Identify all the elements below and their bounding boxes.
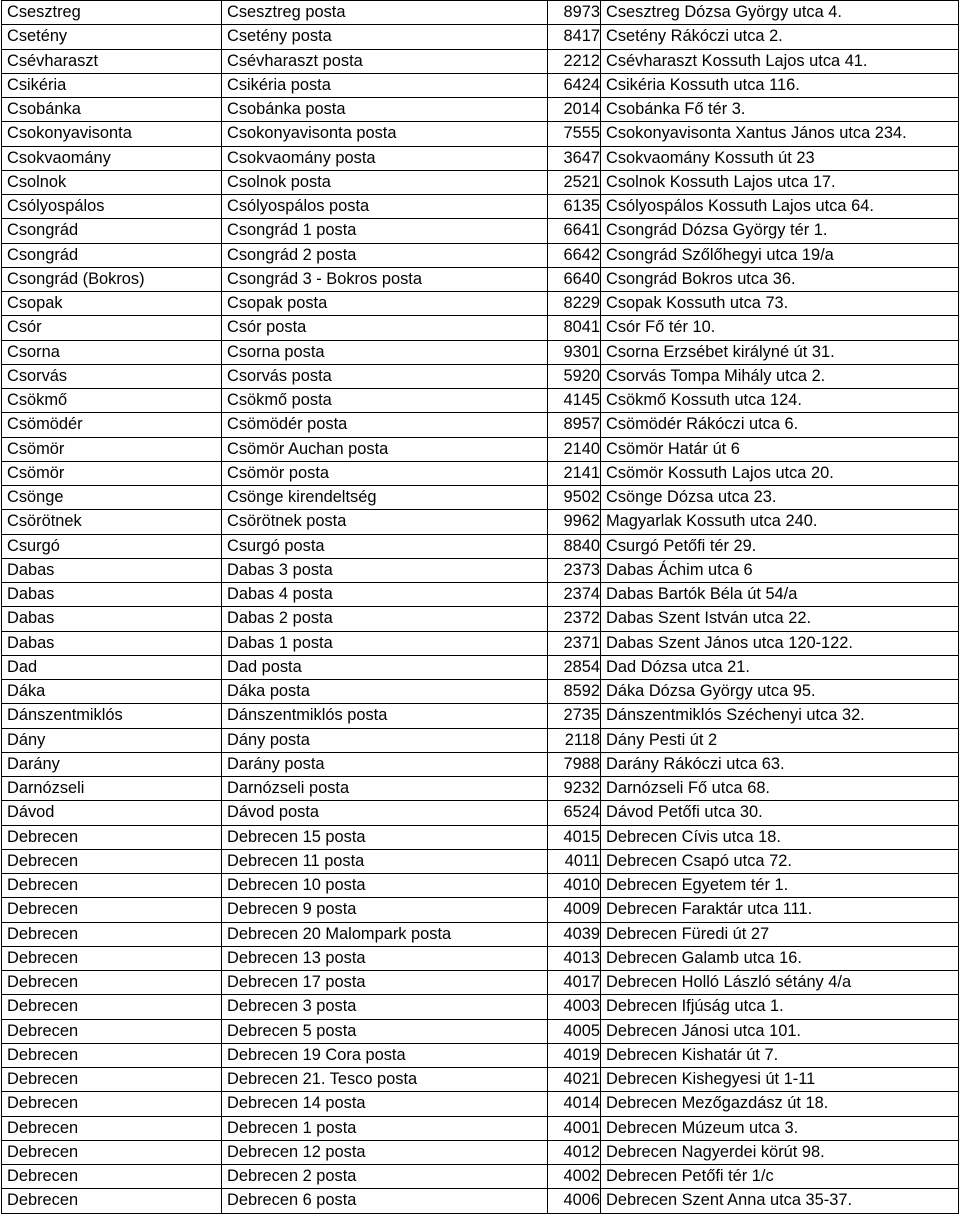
postal-code-cell: 8041 <box>548 316 601 340</box>
postal-code-cell: 2141 <box>548 461 601 485</box>
postal-code-cell: 6642 <box>548 243 601 267</box>
table-row <box>2 946 959 970</box>
post-office-name-cell: Csopak posta <box>222 292 548 316</box>
address-cell: Debrecen Füredi út 27 <box>601 922 959 946</box>
postal-code-cell: 4145 <box>548 389 601 413</box>
postal-code-cell: 8592 <box>548 680 601 704</box>
town-cell: Debrecen <box>2 1019 222 1043</box>
table-row <box>2 922 959 946</box>
table-row <box>2 583 959 607</box>
town-cell: Csorvás <box>2 364 222 388</box>
table-row <box>2 1140 959 1164</box>
postal-code-cell: 4019 <box>548 1043 601 1067</box>
postal-code-cell: 2140 <box>548 437 601 461</box>
address-cell: Dabas Szent István utca 22. <box>601 607 959 631</box>
address-cell: Debrecen Holló László sétány 4/a <box>601 971 959 995</box>
address-cell: Csongrád Szőlőhegyi utca 19/a <box>601 243 959 267</box>
town-cell: Csikéria <box>2 73 222 97</box>
town-cell: Csetény <box>2 25 222 49</box>
town-cell: Darány <box>2 752 222 776</box>
table-row <box>2 486 959 510</box>
table-body <box>2 1 959 1214</box>
postal-code-cell: 4010 <box>548 874 601 898</box>
address-cell: Csongrád Bokros utca 36. <box>601 267 959 291</box>
table-row <box>2 292 959 316</box>
postal-code-cell: 2854 <box>548 655 601 679</box>
post-office-name-cell: Dáka posta <box>222 680 548 704</box>
postal-code-cell: 4013 <box>548 946 601 970</box>
address-cell: Csór Fő tér 10. <box>601 316 959 340</box>
town-cell: Dabas <box>2 558 222 582</box>
table-row <box>2 98 959 122</box>
table-row <box>2 364 959 388</box>
post-office-table <box>1 0 959 1214</box>
postal-code-cell: 4002 <box>548 1165 601 1189</box>
post-office-name-cell: Csongrád 2 posta <box>222 243 548 267</box>
table-row <box>2 777 959 801</box>
table-row <box>2 728 959 752</box>
postal-code-cell: 7988 <box>548 752 601 776</box>
table-row <box>2 413 959 437</box>
postal-code-cell: 4012 <box>548 1140 601 1164</box>
post-office-name-cell: Debrecen 2 posta <box>222 1165 548 1189</box>
table-row <box>2 146 959 170</box>
postal-code-cell: 6135 <box>548 195 601 219</box>
town-cell: Csongrád <box>2 243 222 267</box>
table-row <box>2 1092 959 1116</box>
post-office-name-cell: Dabas 4 posta <box>222 583 548 607</box>
address-cell: Csobánka Fő tér 3. <box>601 98 959 122</box>
postal-code-cell: 4021 <box>548 1068 601 1092</box>
address-cell: Csopak Kossuth utca 73. <box>601 292 959 316</box>
address-cell: Dad Dózsa utca 21. <box>601 655 959 679</box>
postal-code-cell: 2374 <box>548 583 601 607</box>
town-cell: Debrecen <box>2 1092 222 1116</box>
town-cell: Debrecen <box>2 971 222 995</box>
address-cell: Csikéria Kossuth utca 116. <box>601 73 959 97</box>
town-cell: Csévharaszt <box>2 49 222 73</box>
address-cell: Debrecen Nagyerdei körút 98. <box>601 1140 959 1164</box>
table-row <box>2 170 959 194</box>
post-office-name-cell: Dabas 3 posta <box>222 558 548 582</box>
town-cell: Csömödér <box>2 413 222 437</box>
town-cell: Debrecen <box>2 898 222 922</box>
table-row <box>2 680 959 704</box>
postal-code-cell: 8973 <box>548 1 601 25</box>
post-office-name-cell: Darnózseli posta <box>222 777 548 801</box>
postal-code-cell: 2014 <box>548 98 601 122</box>
address-cell: Csokonyavisonta Xantus János utca 234. <box>601 122 959 146</box>
table-row <box>2 849 959 873</box>
table-row <box>2 73 959 97</box>
address-cell: Csömör Kossuth Lajos utca 20. <box>601 461 959 485</box>
town-cell: Csönge <box>2 486 222 510</box>
address-cell: Csökmő Kossuth utca 124. <box>601 389 959 413</box>
postal-code-cell: 6640 <box>548 267 601 291</box>
address-cell: Dánszentmiklós Széchenyi utca 32. <box>601 704 959 728</box>
address-cell: Csorna Erzsébet királyné út 31. <box>601 340 959 364</box>
table-row <box>2 801 959 825</box>
town-cell: Debrecen <box>2 849 222 873</box>
address-cell: Debrecen Cívis utca 18. <box>601 825 959 849</box>
post-office-name-cell: Csolnok posta <box>222 170 548 194</box>
address-cell: Magyarlak Kossuth utca 240. <box>601 510 959 534</box>
post-office-name-cell: Csongrád 1 posta <box>222 219 548 243</box>
post-office-name-cell: Debrecen 13 posta <box>222 946 548 970</box>
address-cell: Dány Pesti út 2 <box>601 728 959 752</box>
post-office-name-cell: Debrecen 11 posta <box>222 849 548 873</box>
town-cell: Csór <box>2 316 222 340</box>
table-row <box>2 1043 959 1067</box>
town-cell: Debrecen <box>2 1165 222 1189</box>
town-cell: Dabas <box>2 631 222 655</box>
table-row <box>2 122 959 146</box>
post-office-name-cell: Csömör posta <box>222 461 548 485</box>
postal-code-cell: 4003 <box>548 995 601 1019</box>
address-cell: Debrecen Ifjúság utca 1. <box>601 995 959 1019</box>
postal-code-cell: 9962 <box>548 510 601 534</box>
table-row <box>2 1 959 25</box>
town-cell: Csömör <box>2 437 222 461</box>
table-row <box>2 1068 959 1092</box>
table-row <box>2 558 959 582</box>
address-cell: Csongrád Dózsa György tér 1. <box>601 219 959 243</box>
post-office-name-cell: Csokonyavisonta posta <box>222 122 548 146</box>
post-office-name-cell: Debrecen 10 posta <box>222 874 548 898</box>
postal-code-cell: 9232 <box>548 777 601 801</box>
postal-code-cell: 6641 <box>548 219 601 243</box>
table-row <box>2 995 959 1019</box>
postal-code-cell: 4006 <box>548 1189 601 1213</box>
post-office-name-cell: Darány posta <box>222 752 548 776</box>
post-office-name-cell: Dabas 1 posta <box>222 631 548 655</box>
postal-code-cell: 6524 <box>548 801 601 825</box>
address-cell: Csesztreg Dózsa György utca 4. <box>601 1 959 25</box>
post-office-name-cell: Csömör Auchan posta <box>222 437 548 461</box>
postal-code-cell: 2373 <box>548 558 601 582</box>
post-office-name-cell: Dávod posta <box>222 801 548 825</box>
postal-code-cell: 2735 <box>548 704 601 728</box>
post-office-name-cell: Csobánka posta <box>222 98 548 122</box>
postal-code-cell: 8417 <box>548 25 601 49</box>
address-cell: Debrecen Faraktár utca 111. <box>601 898 959 922</box>
town-cell: Debrecen <box>2 1043 222 1067</box>
postal-code-cell: 2371 <box>548 631 601 655</box>
address-cell: Csömör Határ út 6 <box>601 437 959 461</box>
post-office-name-cell: Csorvás posta <box>222 364 548 388</box>
post-office-name-cell: Debrecen 20 Malompark posta <box>222 922 548 946</box>
town-cell: Csólyospálos <box>2 195 222 219</box>
post-office-name-cell: Csetény posta <box>222 25 548 49</box>
post-office-name-cell: Csesztreg posta <box>222 1 548 25</box>
town-cell: Csurgó <box>2 534 222 558</box>
post-office-name-cell: Debrecen 6 posta <box>222 1189 548 1213</box>
postal-code-cell: 4011 <box>548 849 601 873</box>
postal-code-cell: 4015 <box>548 825 601 849</box>
table-row <box>2 49 959 73</box>
address-cell: Dabas Bartók Béla út 54/a <box>601 583 959 607</box>
postal-code-cell: 4017 <box>548 971 601 995</box>
postal-code-cell: 4001 <box>548 1116 601 1140</box>
address-cell: Dávod Petőfi utca 30. <box>601 801 959 825</box>
post-office-name-cell: Dad posta <box>222 655 548 679</box>
address-cell: Debrecen Múzeum utca 3. <box>601 1116 959 1140</box>
address-cell: Debrecen Petőfi tér 1/c <box>601 1165 959 1189</box>
table-row <box>2 267 959 291</box>
postal-code-cell: 2118 <box>548 728 601 752</box>
table-row <box>2 1165 959 1189</box>
address-cell: Debrecen Kishegyesi út 1-11 <box>601 1068 959 1092</box>
post-office-name-cell: Dánszentmiklós posta <box>222 704 548 728</box>
post-office-name-cell: Csorna posta <box>222 340 548 364</box>
town-cell: Dad <box>2 655 222 679</box>
town-cell: Csömör <box>2 461 222 485</box>
postal-code-cell: 4005 <box>548 1019 601 1043</box>
town-cell: Csokonyavisonta <box>2 122 222 146</box>
town-cell: Debrecen <box>2 874 222 898</box>
post-office-name-cell: Debrecen 19 Cora posta <box>222 1043 548 1067</box>
town-cell: Csesztreg <box>2 1 222 25</box>
post-office-name-cell: Debrecen 12 posta <box>222 1140 548 1164</box>
address-cell: Debrecen Kishatár út 7. <box>601 1043 959 1067</box>
town-cell: Debrecen <box>2 946 222 970</box>
address-cell: Csömödér Rákóczi utca 6. <box>601 413 959 437</box>
post-office-name-cell: Csévharaszt posta <box>222 49 548 73</box>
postal-code-cell: 4009 <box>548 898 601 922</box>
table-row <box>2 219 959 243</box>
town-cell: Debrecen <box>2 995 222 1019</box>
address-cell: Debrecen Egyetem tér 1. <box>601 874 959 898</box>
town-cell: Dávod <box>2 801 222 825</box>
address-cell: Csolnok Kossuth Lajos utca 17. <box>601 170 959 194</box>
post-office-name-cell: Csörötnek posta <box>222 510 548 534</box>
post-office-name-cell: Debrecen 14 posta <box>222 1092 548 1116</box>
address-cell: Dáka Dózsa György utca 95. <box>601 680 959 704</box>
postal-code-cell: 2372 <box>548 607 601 631</box>
postal-code-cell: 4014 <box>548 1092 601 1116</box>
town-cell: Dabas <box>2 583 222 607</box>
table-row <box>2 534 959 558</box>
postal-code-cell: 2521 <box>548 170 601 194</box>
address-cell: Debrecen Galamb utca 16. <box>601 946 959 970</box>
postal-code-cell: 8229 <box>548 292 601 316</box>
post-office-name-cell: Csönge kirendeltség <box>222 486 548 510</box>
town-cell: Debrecen <box>2 1189 222 1213</box>
address-cell: Csurgó Petőfi tér 29. <box>601 534 959 558</box>
post-office-name-cell: Debrecen 3 posta <box>222 995 548 1019</box>
post-office-name-cell: Csór posta <box>222 316 548 340</box>
table-row <box>2 25 959 49</box>
postal-code-cell: 4039 <box>548 922 601 946</box>
town-cell: Darnózseli <box>2 777 222 801</box>
postal-code-cell: 3647 <box>548 146 601 170</box>
town-cell: Csongrád <box>2 219 222 243</box>
postal-code-cell: 9502 <box>548 486 601 510</box>
post-office-name-cell: Csökmő posta <box>222 389 548 413</box>
table-row <box>2 874 959 898</box>
town-cell: Debrecen <box>2 1140 222 1164</box>
town-cell: Csörötnek <box>2 510 222 534</box>
post-office-name-cell: Csurgó posta <box>222 534 548 558</box>
table-row <box>2 655 959 679</box>
address-cell: Debrecen Mezőgazdász út 18. <box>601 1092 959 1116</box>
post-office-name-cell: Debrecen 5 posta <box>222 1019 548 1043</box>
post-office-name-cell: Dány posta <box>222 728 548 752</box>
post-office-name-cell: Csongrád 3 - Bokros posta <box>222 267 548 291</box>
table-row <box>2 1189 959 1213</box>
table-row <box>2 752 959 776</box>
town-cell: Dabas <box>2 607 222 631</box>
address-cell: Debrecen Csapó utca 72. <box>601 849 959 873</box>
table-row <box>2 825 959 849</box>
table-row <box>2 1019 959 1043</box>
post-office-name-cell: Debrecen 9 posta <box>222 898 548 922</box>
table-row <box>2 704 959 728</box>
postal-code-cell: 8957 <box>548 413 601 437</box>
town-cell: Debrecen <box>2 1116 222 1140</box>
post-office-name-cell: Debrecen 15 posta <box>222 825 548 849</box>
post-office-name-cell: Csólyospálos posta <box>222 195 548 219</box>
table-row <box>2 340 959 364</box>
table-row <box>2 631 959 655</box>
postal-code-cell: 6424 <box>548 73 601 97</box>
town-cell: Csongrád (Bokros) <box>2 267 222 291</box>
address-cell: Csorvás Tompa Mihály utca 2. <box>601 364 959 388</box>
postal-code-cell: 5920 <box>548 364 601 388</box>
town-cell: Debrecen <box>2 825 222 849</box>
town-cell: Csolnok <box>2 170 222 194</box>
post-office-name-cell: Debrecen 21. Tesco posta <box>222 1068 548 1092</box>
address-cell: Csetény Rákóczi utca 2. <box>601 25 959 49</box>
table-row <box>2 607 959 631</box>
table-row <box>2 461 959 485</box>
address-cell: Debrecen Szent Anna utca 35-37. <box>601 1189 959 1213</box>
address-cell: Dabas Szent János utca 120-122. <box>601 631 959 655</box>
town-cell: Csorna <box>2 340 222 364</box>
table-row <box>2 195 959 219</box>
town-cell: Csobánka <box>2 98 222 122</box>
post-office-name-cell: Debrecen 17 posta <box>222 971 548 995</box>
table-row <box>2 898 959 922</box>
town-cell: Dánszentmiklós <box>2 704 222 728</box>
address-cell: Csönge Dózsa utca 23. <box>601 486 959 510</box>
post-office-name-cell: Csömödér posta <box>222 413 548 437</box>
table-row <box>2 510 959 534</box>
town-cell: Csopak <box>2 292 222 316</box>
address-cell: Csólyospálos Kossuth Lajos utca 64. <box>601 195 959 219</box>
town-cell: Debrecen <box>2 1068 222 1092</box>
table-row <box>2 971 959 995</box>
post-office-name-cell: Dabas 2 posta <box>222 607 548 631</box>
table-row <box>2 1116 959 1140</box>
address-cell: Darnózseli Fő utca 68. <box>601 777 959 801</box>
town-cell: Debrecen <box>2 922 222 946</box>
address-cell: Dabas Áchim utca 6 <box>601 558 959 582</box>
postal-code-cell: 7555 <box>548 122 601 146</box>
postal-code-cell: 2212 <box>548 49 601 73</box>
table-row <box>2 316 959 340</box>
town-cell: Csokvaomány <box>2 146 222 170</box>
town-cell: Dáka <box>2 680 222 704</box>
table-row <box>2 243 959 267</box>
address-cell: Debrecen Jánosi utca 101. <box>601 1019 959 1043</box>
table-row <box>2 437 959 461</box>
address-cell: Darány Rákóczi utca 63. <box>601 752 959 776</box>
post-office-name-cell: Debrecen 1 posta <box>222 1116 548 1140</box>
post-office-name-cell: Csikéria posta <box>222 73 548 97</box>
town-cell: Dány <box>2 728 222 752</box>
post-office-name-cell: Csokvaomány posta <box>222 146 548 170</box>
postal-code-cell: 8840 <box>548 534 601 558</box>
town-cell: Csökmő <box>2 389 222 413</box>
table-row <box>2 389 959 413</box>
address-cell: Csokvaomány Kossuth út 23 <box>601 146 959 170</box>
address-cell: Csévharaszt Kossuth Lajos utca 41. <box>601 49 959 73</box>
postal-code-cell: 9301 <box>548 340 601 364</box>
